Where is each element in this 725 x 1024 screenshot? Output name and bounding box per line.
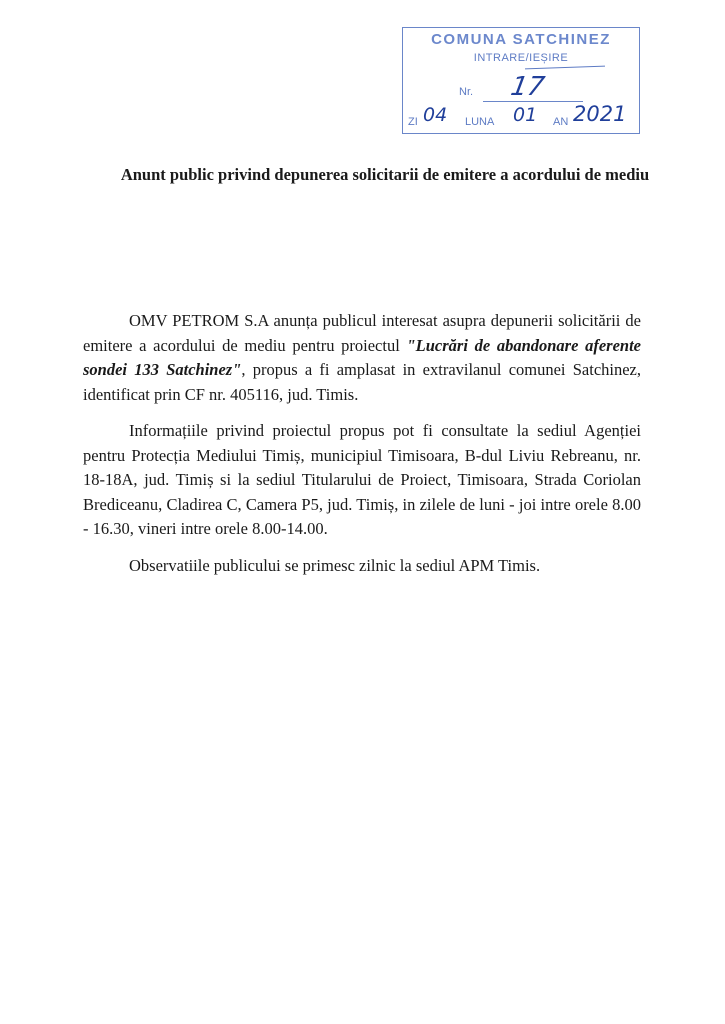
stamp-year-value: 2021	[573, 102, 627, 126]
project-name: "Lucrări de abandonare aferente sondei 133 Satchinez"	[83, 335, 642, 379]
stamp-month-value: 01	[513, 104, 538, 126]
paragraph-observations: Observatiile publicului se primesc zilnic la sediul APM Timis.	[129, 555, 541, 575]
stamp-strikethrough	[525, 66, 605, 70]
stamp-year-label: AN	[553, 116, 569, 128]
stamp-day-label: ZI	[408, 116, 418, 128]
stamp-day-value: 04	[423, 104, 448, 126]
stamp-title: COMUNA SATCHINEZ	[431, 31, 611, 48]
stamp-subtitle: INTRARE/IEȘIRE	[473, 52, 569, 64]
registration-stamp	[402, 27, 640, 134]
stamp-month-label: LUNA	[465, 116, 495, 128]
stamp-number-value: 17	[508, 72, 547, 102]
document-title: Anunt public privind depunerea solicitarii de emitere a acordului de mediu	[120, 165, 650, 184]
paragraph-announcement-intro: OMV PETROM S.A anunța publicul interesat asupra depunerii solicitării de emitere a acordului de mediu pentru proiectul	[83, 311, 641, 355]
paragraph-announcement	[83, 309, 641, 407]
document-body	[83, 309, 641, 590]
paragraph-announcement-location: , propus a fi amplasat in extravilanul comunei Satchinez, identificat prin CF nr. 405116, jud. Timis.	[83, 360, 641, 404]
stamp-number-label: Nr.	[459, 86, 474, 98]
paragraph-consultation-info: Informațiile privind proiectul propus pot fi consultate la sediul Agenției pentru Protecția Mediului Timiș, municipiul Timisoara, B-dul Liviu Rebreanu, nr. 18-18A, jud. Timiș si la sediul Titularului de Proiect, Timisoara, Strada Coriolan Brediceanu, Cladirea C, Camera P5, jud. Timiș, in zilele de luni - joi intre orele 8.00 - 16.30, vineri intre orele 8.00-14.00.	[83, 421, 641, 538]
